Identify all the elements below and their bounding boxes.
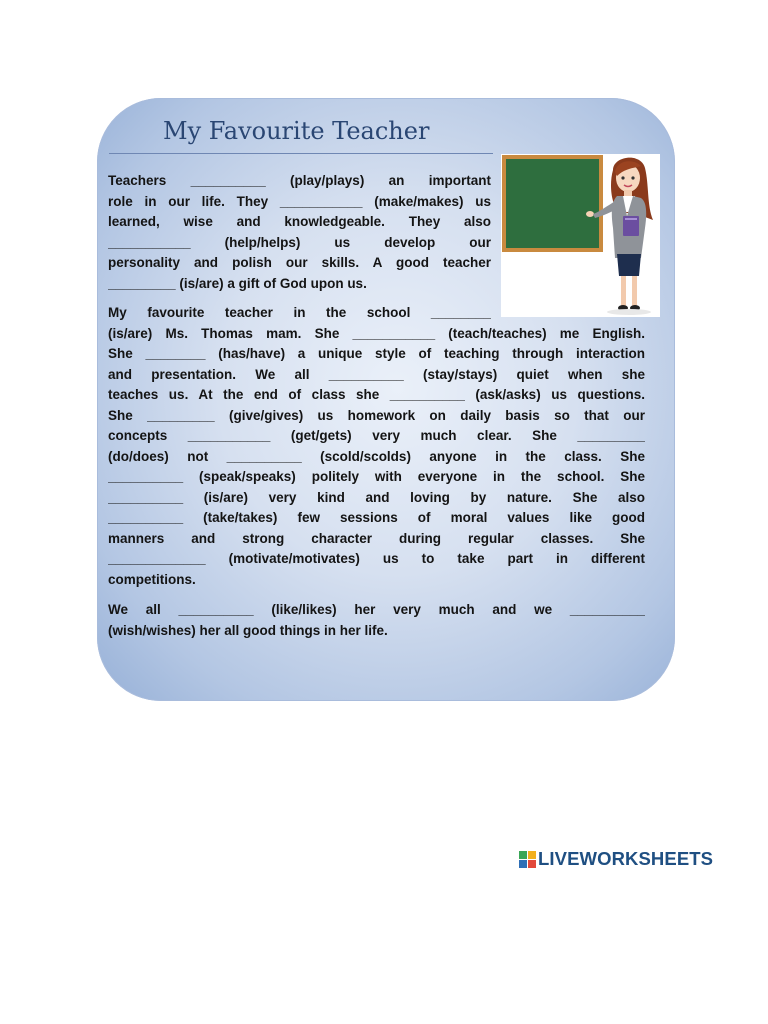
text-line: teaches us. At the end of class she __________ (ask/asks) us questions.	[108, 387, 645, 402]
text-line: We all __________ (like/likes) her very much and we __________	[108, 602, 645, 617]
logo-square	[519, 851, 527, 859]
text-line: concepts ___________ (get/gets) very much clear. She _________	[108, 428, 645, 443]
text-line: _____________ (motivate/motivates) us to take part in different	[108, 551, 645, 566]
text-line: learned, wise and knowledgeable. They also	[108, 214, 491, 229]
text-line: My favourite teacher in the school ________	[108, 305, 491, 320]
text-line: personality and polish our skills. A good teacher	[108, 255, 491, 270]
logo-square	[528, 851, 536, 859]
logo-mark-icon	[519, 851, 536, 868]
logo-square	[528, 860, 536, 868]
logo-square	[519, 860, 527, 868]
title-underline	[109, 153, 493, 154]
text-line: (wish/wishes) her all good things in her life.	[108, 622, 388, 638]
paragraph-3	[108, 600, 645, 641]
liveworksheets-logo	[519, 848, 713, 870]
chalkboard	[506, 159, 599, 248]
teacher-illustration	[501, 154, 660, 317]
text-line: (is/are) Ms. Thomas mam. She ___________ (teach/teaches) me English.	[108, 325, 645, 341]
text-line: _________ (is/are) a gift of God upon us.	[108, 275, 367, 291]
text-line: competitions.	[108, 571, 196, 587]
text-line: She ________ (has/have) a unique style of teaching through interaction	[108, 346, 645, 361]
text-line: and presentation. We all __________ (stay/stays) quiet when she	[108, 366, 645, 382]
text-line: (do/does) not __________ (scold/scolds) anyone in the class. She	[108, 448, 645, 464]
text-line: __________ (is/are) very kind and loving by nature. She also	[108, 489, 645, 505]
text-line: Teachers __________ (play/plays) an important	[108, 173, 491, 188]
text-line: She _________ (give/gives) us homework on daily basis so that our	[108, 407, 645, 423]
text-line: __________ (speak/speaks) politely with everyone in the school. She	[108, 469, 645, 484]
paragraph-1	[108, 171, 491, 294]
worksheet-title: My Favourite Teacher	[163, 117, 430, 145]
paragraph-2	[108, 303, 645, 590]
text-line: ___________ (help/helps) us develop our	[108, 234, 491, 250]
logo-text: LIVEWORKSHEETS	[538, 848, 714, 869]
worksheet-card	[97, 98, 675, 701]
text-line: __________ (take/takes) few sessions of moral values like good	[108, 510, 645, 525]
text-line: role in our life. They ___________ (make/makes) us	[108, 193, 491, 209]
text-line: manners and strong character during regular classes. She	[108, 530, 645, 546]
